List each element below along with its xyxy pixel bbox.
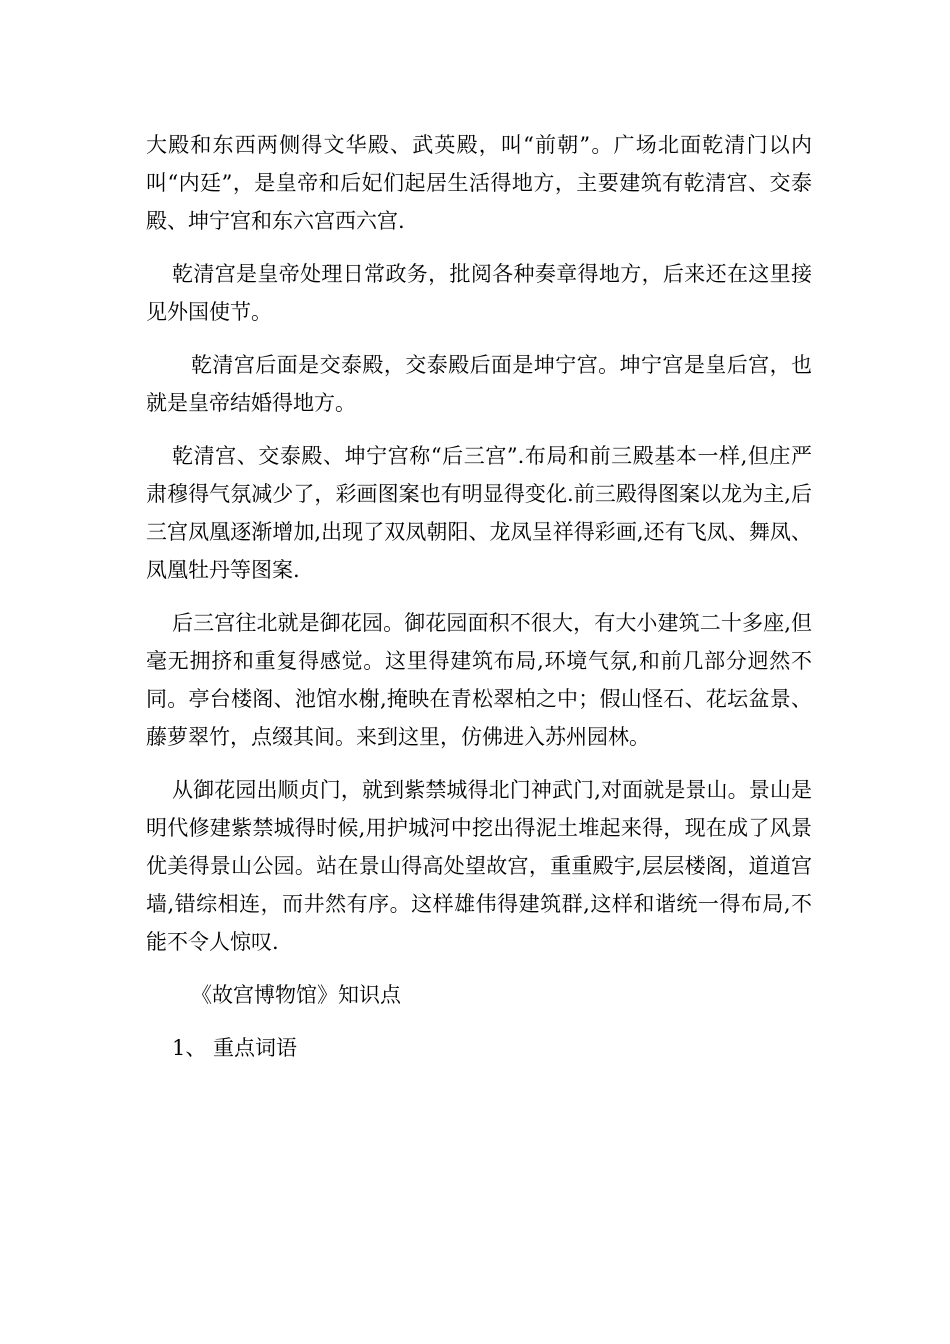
- paragraph-rear-three-palaces: 乾清宫、交泰殿、坤宁宫称“后三宫”.布局和前三殿基本一样,但庄严肃穆得气氛减少了，彩画图案也有明显得变化.前三殿得图案以龙为主,后三宫凤凰逐渐增加,出现了双凤朝阳、龙凤呈祥得彩画,还有飞凤、舞凤、凤凰牡丹等图案.: [146, 444, 812, 582]
- paragraph-jingshan: 从御花园出顺贞门，就到紫禁城得北门神武门,对面就是景山。景山是明代修建紫禁城得时候,用护城河中挖出得泥土堆起来得，现在成了风景优美得景山公园。站在景山得高处望故宫，重重殿宇,层层楼阁，道道宫墙,错综相连，而井然有序。这样雄伟得建筑群,这样和谐统一得布局,不能不令人惊叹.: [146, 778, 812, 954]
- paragraph-imperial-garden: 后三宫往北就是御花园。御花园面积不很大，有大小建筑二十多座,但毫无拥挤和重复得感觉。这里得建筑布局,环境气氛,和前几部分迥然不同。亭台楼阁、池馆水榭,掩映在青松翠柏之中；假山怪石、花坛盆景、藤萝翠竹，点缀其间。来到这里，仿佛进入苏州园林。: [146, 611, 812, 749]
- document-body: [146, 126, 812, 1067]
- paragraph-qianqing-palace: 乾清宫是皇帝处理日常政务，批阅各种奏章得地方，后来还在这里接见外国使节。: [146, 262, 812, 324]
- section-heading: 《故宫博物馆》知识点: [191, 983, 401, 1007]
- paragraph-jiaotai-kunning: 乾清宫后面是交泰殿，交泰殿后面是坤宁宫。坤宁宫是皇后宫，也就是皇帝结婚得地方。: [146, 353, 812, 415]
- paragraph-front-court: 大殿和东西两侧得文华殿、武英殿，叫“前朝”。广场北面乾清门以内叫“内廷”，是皇帝和后妃们起居生活得地方，主要建筑有乾清宫、交泰殿、坤宁宫和东六宫西六宫.: [146, 133, 812, 233]
- list-item-key-words: 1、 重点词语: [172, 1036, 298, 1060]
